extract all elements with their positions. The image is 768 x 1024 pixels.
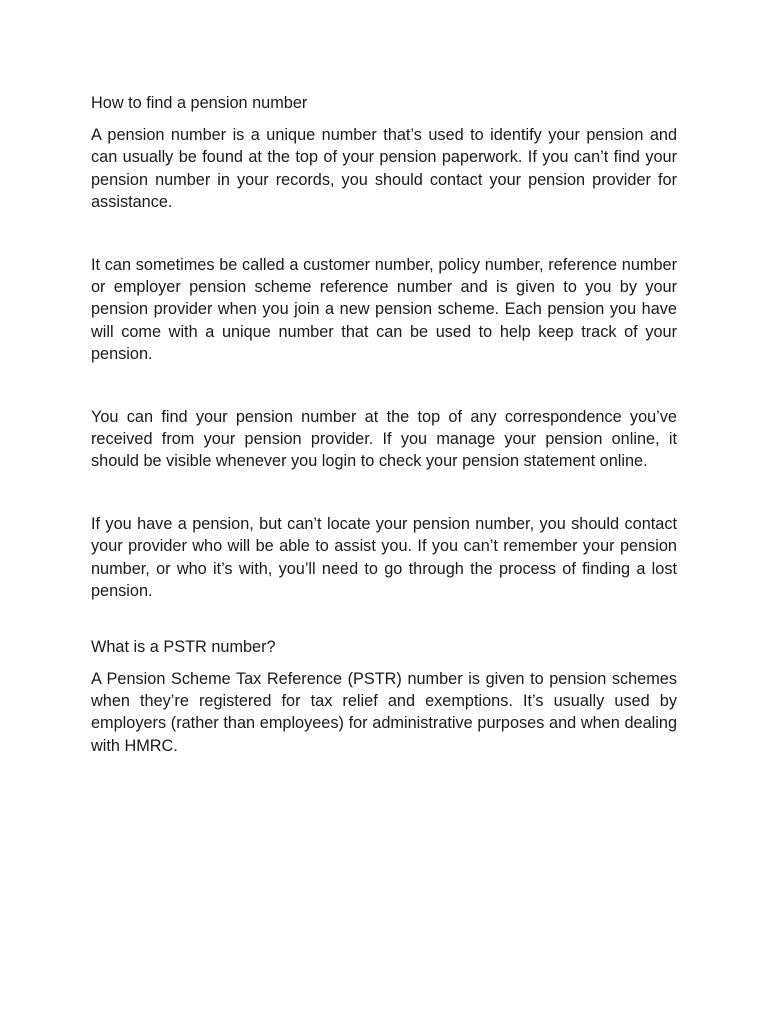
paragraph-spacer — [91, 473, 677, 513]
paragraph-spacer — [91, 214, 677, 254]
section-heading-find-pension-number: How to find a pension number — [91, 94, 308, 112]
paragraph: If you have a pension, but can’t locate your pension number, you should contact your provider who will be able to assist you. If you can’t remember your pension number, or who it’s with, you’ll need to go through the process of finding a lost pension. — [91, 514, 677, 601]
document-page — [91, 92, 677, 757]
paragraph: You can find your pension number at the top of any correspondence you’ve received from your pension provider. If you manage your pension online, it should be visible whenever you login to check your pension statement online. — [91, 407, 677, 471]
paragraph-spacer — [91, 366, 677, 406]
section-heading-pstr-number: What is a PSTR number? — [91, 637, 276, 656]
paragraph: A Pension Scheme Tax Reference (PSTR) number is given to pension schemes when they’re registered for tax relief and exemptions. It’s usually used by employers (rather than employees) for administrative purposes and when dealing with HMRC. — [91, 669, 677, 755]
paragraph-spacer — [91, 603, 677, 636]
paragraph: It can sometimes be called a customer number, policy number, reference number or employer pension scheme reference number and is given to you by your pension provider when you join a new pension scheme. Each pension you have will come with a unique number that can be used to help keep track of your pension. — [91, 255, 677, 364]
paragraph: A pension number is a unique number that’s used to identify your pension and can usually be found at the top of your pension paperwork. If you can’t find your pension number in your records, you should contact your pension provider for assistance. — [91, 126, 677, 212]
